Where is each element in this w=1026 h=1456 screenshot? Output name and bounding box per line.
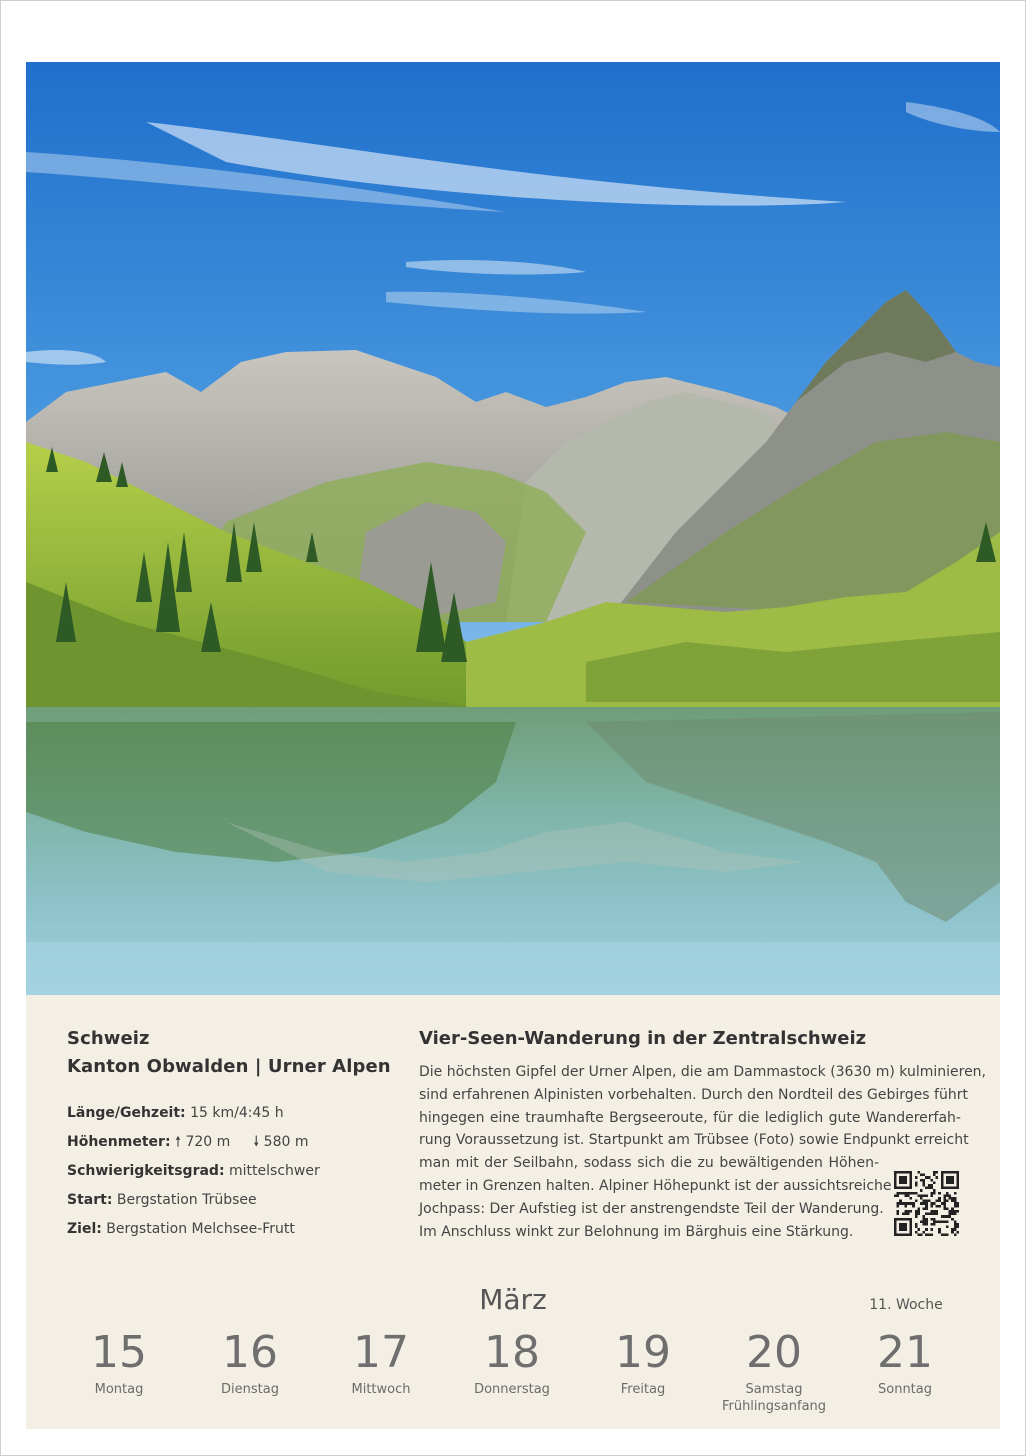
location-heading xyxy=(67,1025,391,1081)
description-line: sind erfahrenen Alpinisten vorbehalten. Durch den Nordteil des Gebirges führt xyxy=(419,1086,968,1103)
fact-goal-label: Ziel: xyxy=(67,1221,102,1237)
day-cell xyxy=(446,1325,578,1398)
fact-elevation-label: Höhenmeter: xyxy=(67,1134,171,1150)
day-cell xyxy=(839,1325,971,1398)
fact-difficulty-value: mittelschwer xyxy=(229,1163,320,1179)
day-cell xyxy=(184,1325,316,1398)
day-holiday-note: Frühlingsanfang xyxy=(721,1399,827,1414)
day-number: 21 xyxy=(877,1327,933,1378)
day-number: 15 xyxy=(91,1327,147,1378)
hike-description xyxy=(419,1061,987,1243)
day-number: 18 xyxy=(484,1327,540,1378)
fact-length xyxy=(67,1099,320,1128)
day-weekday: Freitag xyxy=(620,1382,666,1397)
day-number: 19 xyxy=(615,1327,671,1378)
description-line: man mit der Seilbahn, sodass sich die zu bewältigenden Höhen- xyxy=(419,1155,879,1172)
fact-length-value: 15 km/4:45 h xyxy=(190,1105,284,1121)
day-number: 16 xyxy=(222,1327,278,1378)
day-cell xyxy=(315,1325,447,1398)
region-name: Kanton Obwalden | Urner Alpen xyxy=(67,1056,391,1077)
day-weekday: Mittwoch xyxy=(351,1382,411,1397)
qr-code-icon[interactable] xyxy=(894,1171,959,1236)
fact-start xyxy=(67,1186,320,1215)
fact-start-label: Start: xyxy=(67,1192,113,1208)
fact-goal-value: Bergstation Melchsee-Frutt xyxy=(106,1221,295,1237)
day-weekday: Dienstag xyxy=(221,1382,279,1397)
fact-goal xyxy=(67,1215,320,1244)
week-number: 11. Woche xyxy=(869,1297,943,1313)
arrow-down-icon: 🠗 xyxy=(253,1134,260,1150)
fact-difficulty-label: Schwierigkeitsgrad: xyxy=(67,1163,225,1179)
hike-title: Vier-Seen-Wanderung in der Zentralschweiz xyxy=(419,1028,867,1049)
fact-start-value: Bergstation Trübsee xyxy=(116,1192,257,1208)
arrow-up-icon: 🠕 xyxy=(175,1134,182,1150)
fact-ascent-value: 720 m xyxy=(185,1134,231,1150)
info-panel xyxy=(26,995,1000,1429)
day-cell xyxy=(708,1325,840,1415)
month-name: März xyxy=(479,1283,547,1316)
day-weekday: Sonntag xyxy=(878,1382,932,1397)
day-cell xyxy=(577,1325,709,1398)
fact-difficulty xyxy=(67,1157,320,1186)
day-weekday: Samstag xyxy=(745,1382,803,1397)
day-weekday: Montag xyxy=(94,1382,144,1397)
description-line: Im Anschluss winkt zur Belohnung im Bärghuis eine Stärkung. xyxy=(419,1223,854,1240)
country-name: Schweiz xyxy=(67,1028,150,1049)
day-weekday: Donnerstag xyxy=(474,1382,550,1397)
fact-descent-value: 580 m xyxy=(263,1134,309,1150)
description-line: rung Voraussetzung ist. Startpunkt am Trübsee (Foto) sowie Endpunkt erreicht xyxy=(419,1132,969,1149)
fact-length-label: Länge/Gehzeit: xyxy=(67,1105,186,1121)
fact-elevation xyxy=(67,1128,320,1157)
landscape-photo xyxy=(26,62,1000,995)
description-line: Die höchsten Gipfel der Urner Alpen, die am Dammastock (3630 m) kulminieren, xyxy=(419,1064,987,1080)
day-number: 17 xyxy=(353,1327,409,1378)
week-days xyxy=(53,1325,973,1415)
description-line: meter in Grenzen halten. Alpiner Höhepunkt ist der aussichtsreiche xyxy=(419,1177,892,1194)
description-line: hingegen eine traumhafte Bergseeroute, für die lediglich gute Wandererfah- xyxy=(419,1109,961,1126)
tour-facts xyxy=(67,1099,320,1244)
day-cell xyxy=(53,1325,185,1398)
description-line: Jochpass: Der Aufstieg ist der anstrengendste Teil der Wanderung. xyxy=(419,1200,884,1217)
day-number: 20 xyxy=(746,1327,802,1378)
